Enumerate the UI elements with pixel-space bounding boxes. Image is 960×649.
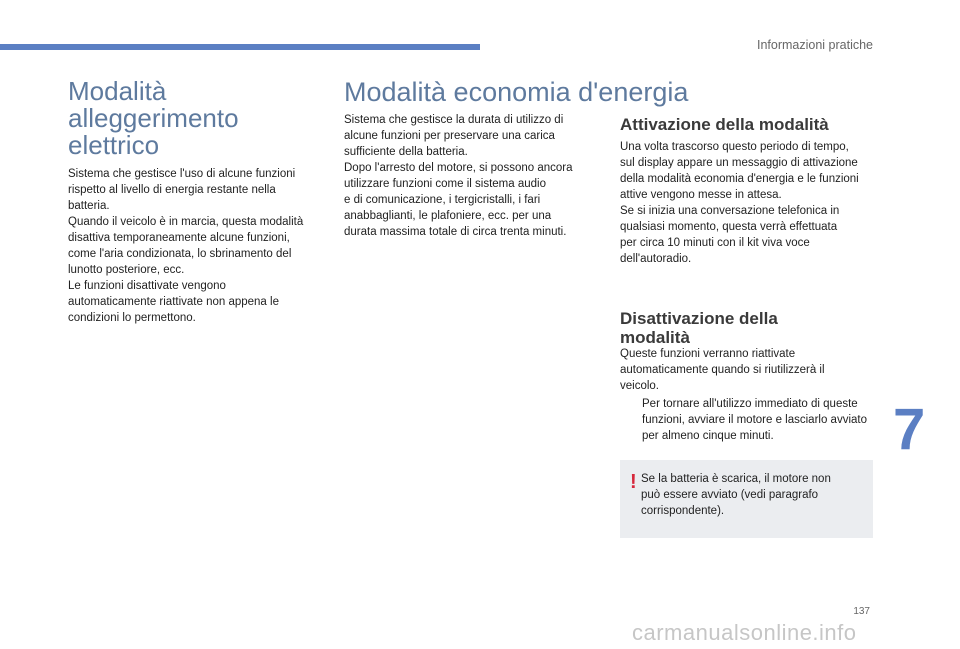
page-number: 137 <box>853 606 870 617</box>
warning-box <box>620 460 873 538</box>
bullet-arrow-icon <box>620 396 642 444</box>
activation-body: Una volta trascorso questo periodo di tempo, sul display appare un messaggio di attivazione della modalità economia d'energia e le funzioni attive vengono messe in attesa. Se si inizia una conversazione telefonica in qualsiasi momento, questa verrà effettuata per circa 10 minuti con il kit viva voce dell'autoradio. <box>620 141 859 265</box>
bullet-item <box>620 396 875 444</box>
watermark: carmanualsonline.info <box>632 620 857 645</box>
warning-text: Se la batteria è scarica, il motore non può essere avviato (vedi paragrafo corrispondente). <box>641 473 831 517</box>
chapter-number: 7 <box>893 397 926 462</box>
left-section-title: Modalità alleggerimento elettrico <box>68 76 239 160</box>
deactivation-heading: Disattivazione della modalità <box>620 309 778 347</box>
middle-section-body: Sistema che gestisce la durata di utilizzo di alcune funzioni per preservare una carica sufficiente della batteria. Dopo l'arresto del motore, si possono ancora utilizzare funzioni come il sistema audio e di comunicazione, i tergicristalli, i fari anabbaglianti, le plafoniere, ecc. per una durata massima totale di circa trenta minuti. <box>344 114 573 238</box>
middle-section-title: Modalità economia d'energia <box>344 77 689 107</box>
header-accent-bar <box>0 44 480 50</box>
warning-icon: ! <box>630 471 637 493</box>
left-section-body: Sistema che gestisce l'uso di alcune funzioni rispetto al livello di energia restante nella batteria. Quando il veicolo è in marcia, questa modalità disattiva temporaneamente alcune funzioni, come l'aria condizionata, lo sbrinamento del lunotto posteriore, ecc. Le funzioni disattivate vengono automaticamente riattivate non appena le condizioni lo permettono. <box>68 168 304 324</box>
activation-heading: Attivazione della modalità <box>620 115 829 134</box>
section-title: Informazioni pratiche <box>756 38 873 52</box>
deactivation-body: Queste funzioni verranno riattivate automaticamente quando si riutilizzerà il veicolo. <box>620 348 825 392</box>
bullet-text: Per tornare all'utilizzo immediato di queste funzioni, avviare il motore e lasciarlo avviato per almeno cinque minuti. <box>642 398 867 442</box>
